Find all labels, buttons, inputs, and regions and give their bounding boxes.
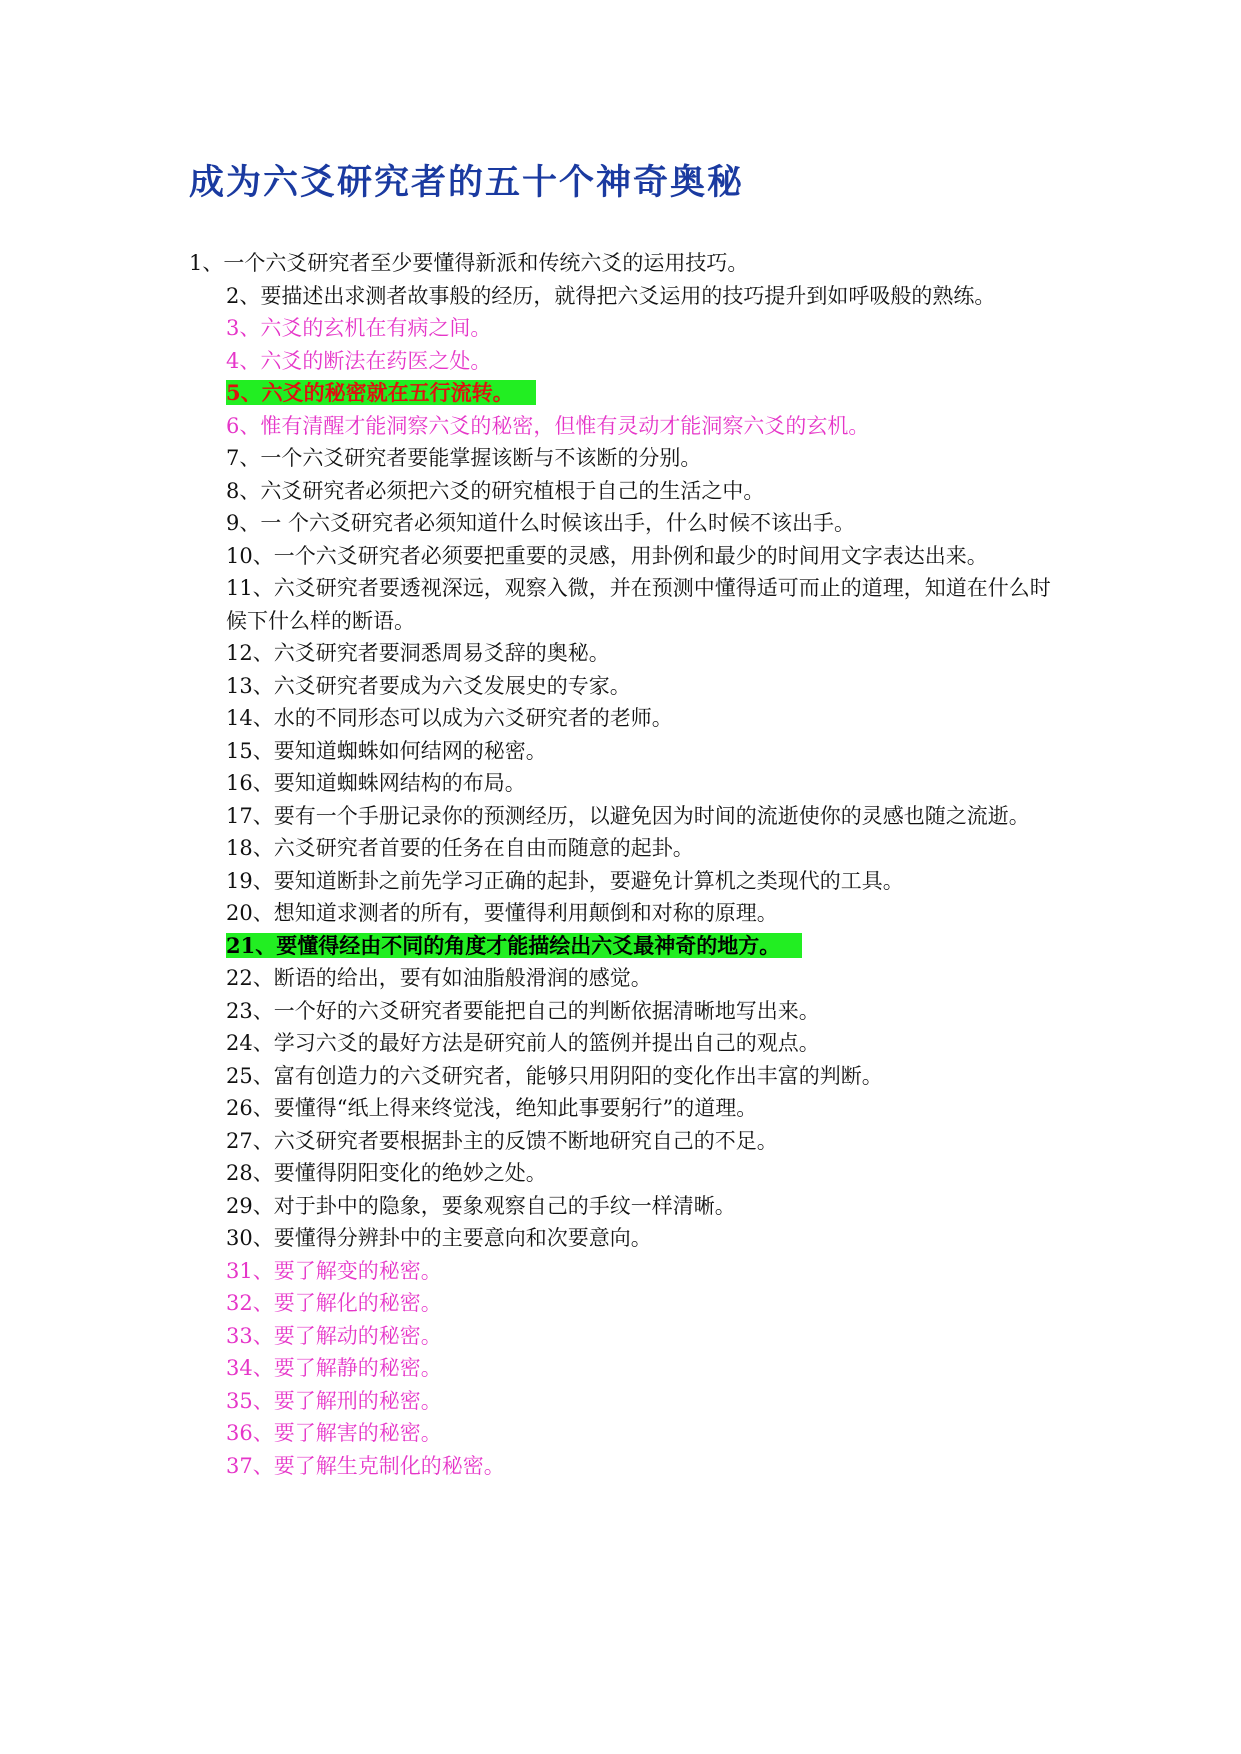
list-item: 31、要了解变的秘密。 bbox=[226, 1258, 442, 1283]
list-item: 36、要了解害的秘密。 bbox=[226, 1421, 442, 1445]
list-item: 28、要懂得阴阳变化的绝妙之处。 bbox=[226, 1161, 547, 1185]
list-item: 20、想知道求测者的所有，要懂得利用颠倒和对称的原理。 bbox=[226, 901, 778, 925]
list-item: 10、一个六爻研究者必须要把重要的灵感，用卦例和最少的时间用文字表达出来。 bbox=[226, 543, 988, 568]
list-item: 11、六爻研究者要透视深远，观察入微，并在预测中懂得适可而止的道理，知道在什么时候下什么样的断语。 bbox=[226, 576, 1051, 633]
secrets-list bbox=[189, 247, 1069, 1482]
list-item: 13、六爻研究者要成为六爻发展史的专家。 bbox=[226, 673, 631, 698]
list-item: 24、学习六爻的最好方法是研究前人的篮例并提出自己的观点。 bbox=[226, 1031, 820, 1055]
list-item: 16、要知道蜘蛛网结构的布局。 bbox=[226, 771, 526, 795]
list-item: 14、水的不同形态可以成为六爻研究者的老师。 bbox=[226, 706, 673, 730]
list-item: 4、六爻的断法在药医之处。 bbox=[226, 348, 492, 373]
document-title: 成为六爻研究者的五十个神奇奥秘 bbox=[189, 162, 745, 203]
list-item: 37、要了解生克制化的秘密。 bbox=[226, 1453, 505, 1478]
list-item: 18、六爻研究者首要的任务在自由而随意的起卦。 bbox=[226, 836, 694, 860]
list-item: 27、六爻研究者要根据卦主的反馈不断地研究自己的不足。 bbox=[226, 1128, 778, 1153]
list-item: 3、六爻的玄机在有病之间。 bbox=[226, 316, 492, 340]
highlighted-text: 5、六爻的秘密就在五行流转。 bbox=[226, 380, 536, 405]
list-item: 15、要知道蜘蛛如何结网的秘密。 bbox=[226, 738, 547, 763]
list-item: 30、要懂得分辨卦中的主要意向和次要意向。 bbox=[226, 1226, 652, 1250]
highlighted-text: 21、要懂得经由不同的角度才能描绘出六爻最神奇的地方。 bbox=[226, 933, 802, 958]
list-item: 35、要了解刑的秘密。 bbox=[226, 1388, 442, 1413]
list-item: 22、断语的给出，要有如油脂般滑润的感觉。 bbox=[226, 966, 652, 990]
list-item: 23、一个好的六爻研究者要能把自己的判断依据清晰地写出来。 bbox=[226, 998, 820, 1023]
list-item: 32、要了解化的秘密。 bbox=[226, 1291, 442, 1315]
list-item: 12、六爻研究者要洞悉周易爻辞的奥秘。 bbox=[226, 641, 610, 665]
list-item: 19、要知道断卦之前先学习正确的起卦，要避免计算机之类现代的工具。 bbox=[226, 868, 904, 893]
list-item: 6、惟有清醒才能洞察六爻的秘密，但惟有灵动才能洞察六爻的玄机。 bbox=[226, 413, 870, 438]
list-item: 1、一个六爻研究者至少要懂得新派和传统六爻的运用技巧。 bbox=[189, 251, 749, 275]
list-item: 34、要了解静的秘密。 bbox=[226, 1356, 442, 1380]
list-item: 25、富有创造力的六爻研究者，能够只用阴阳的变化作出丰富的判断。 bbox=[226, 1063, 883, 1088]
list-item: 9、一 个六爻研究者必须知道什么时候该出手，什么时候不该出手。 bbox=[226, 511, 856, 535]
list-item: 2、要描述出求测者故事般的经历，就得把六爻运用的技巧提升到如呼吸般的熟练。 bbox=[226, 283, 996, 308]
list-item: 8、六爻研究者必须把六爻的研究植根于自己的生活之中。 bbox=[226, 478, 765, 503]
list-item: 29、对于卦中的隐象，要象观察自己的手纹一样清晰。 bbox=[226, 1193, 736, 1218]
list-item: 17、要有一个手册记录你的预测经历，以避免因为时间的流逝使你的灵感也随之流逝。 bbox=[226, 803, 1030, 828]
list-item: 33、要了解动的秘密。 bbox=[226, 1323, 442, 1348]
list-item: 7、一个六爻研究者要能掌握该断与不该断的分别。 bbox=[226, 446, 702, 470]
list-item: 26、要懂得“纸上得来终觉浅，绝知此事要躬行”的道理。 bbox=[226, 1096, 758, 1120]
list-item bbox=[189, 930, 1069, 963]
list-item bbox=[189, 377, 1069, 410]
